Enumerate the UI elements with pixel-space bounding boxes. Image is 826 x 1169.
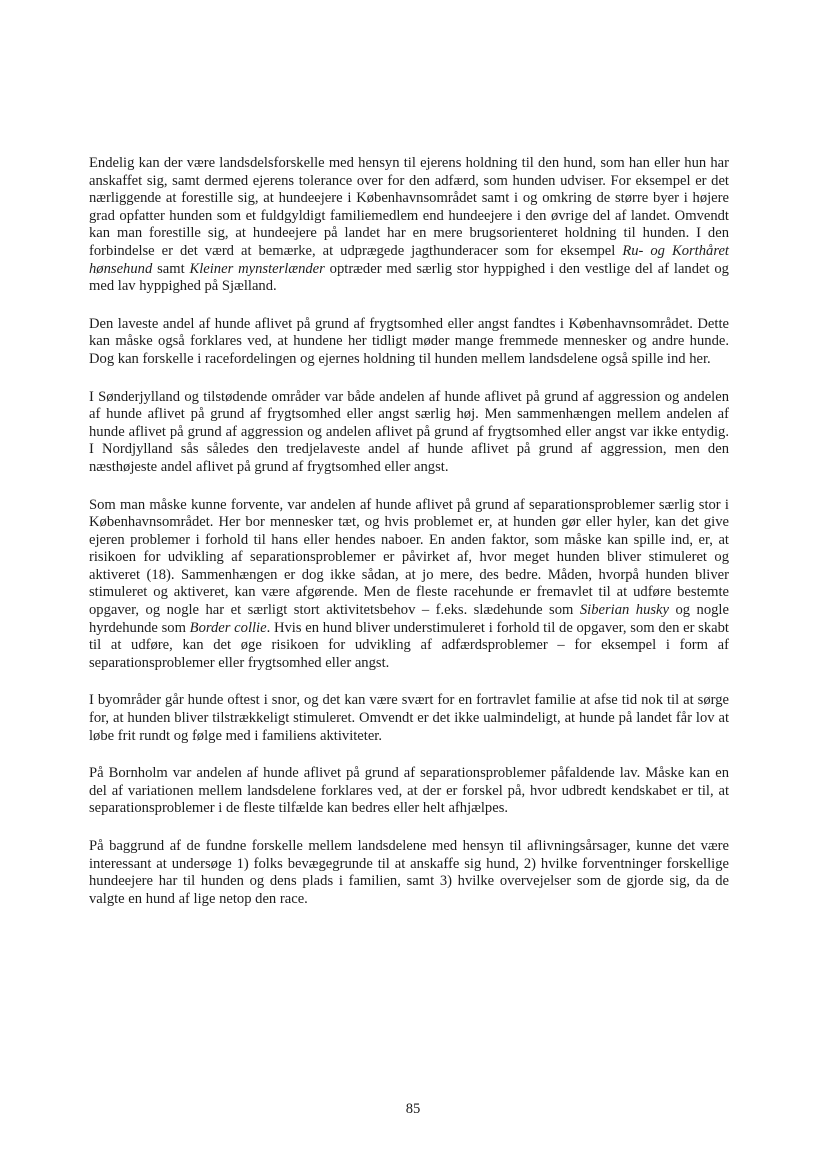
text-run: og nogle hyrdehunde som — [89, 602, 729, 636]
paragraph-4 — [89, 497, 729, 673]
text-run: Endelig kan der være landsdelsforskelle med hensyn til ejerens holdning til den hund, som han eller hun har anskaffet sig, samt dermed ejerens tolerance over for den adfærd, som hunden udviser. For eksempel er det nærliggende at forestille sig, at hundeejere i Københavnsområdet samt i og omkring de større byer i højere grad opfatter hunden som et fuldgyldigt familiemedlem end hundeejere i den øvrige del af landet. Omvendt kan man forestille sig, at hundeejere på landet har en mere brugsorienteret holdning til hunden. I den forbindelse er det værd at bemærke, at udprægede jagthunderacer som for eksempel — [89, 155, 729, 259]
page-number: 85 — [405, 1101, 421, 1117]
text-run: optræder med særlig stor hyppighed i den vestlige del af landet og med lav hyppighed på Sjælland. — [89, 260, 729, 295]
paragraph-3 — [89, 389, 729, 477]
italic-term: Ru- og Korthåret hønsehund — [89, 242, 729, 277]
italic-term: Kleiner mynsterlænder — [189, 260, 325, 277]
text-run: På Bornholm var andelen af hunde aflivet på grund af separationsproblemer påfaldende lav. Måske kan en del af variationen mellem landsdelene forklares ved, at der er forskel på, hvor udbredt kendskabet er til, at separationsproblemer i de fleste tilfælde kan bedres eller helt afhjælpes. — [89, 765, 729, 817]
paragraph-2 — [89, 316, 729, 369]
italic-term: Siberian husky — [579, 602, 670, 619]
italic-term: Border collie — [189, 619, 267, 636]
text-run: I byområder går hunde oftest i snor, og det kan være svært for en fortravlet familie at afse tid nok til at sørge for, at hunden bliver tilstrækkeligt stimuleret. Omvendt er det ikke ualmindeligt, at hunde på landet får lov at løbe frit rundt og følge med i familiens aktiviteter. — [89, 692, 729, 744]
text-run: I Sønderjylland og tilstødende områder var både andelen af hunde aflivet på grund af aggression og andelen af hunde aflivet på grund af frygtsomhed eller angst særlig høj. Men sammenhængen mellem andelen af hunde aflivet på grund af aggression og andelen aflivet på grund af frygtsomhed eller angst var ikke entydig. I Nordjylland sås således den tredjelaveste andel af hunde aflivet på grund af aggression, men den næsthøjeste andel aflivet på grund af frygtsomhed eller angst. — [89, 388, 729, 475]
text-run: På baggrund af de fundne forskelle mellem landsdelene med hensyn til aflivningsårsager, kunne det være interessant at undersøge 1) folks bevægegrunde til at anskaffe sig hund, 2) hvilke forventninger forskellige hundeejere har til hunden og dens plads i familien, samt 3) hvilke overvejelser som de gjorde sig, da de valgte en hund af lige netop den race. — [89, 838, 729, 907]
paragraph-7 — [89, 838, 729, 908]
text-run: . Hvis en hund bliver understimuleret i forhold til de opgaver, som den er skabt til at udføre, kan det øge risikoen for udvikling af adfærdsproblemer – for eksempel i form af separationsproblemer eller frygtsomhed eller angst. — [89, 619, 729, 671]
paragraph-6 — [89, 765, 729, 818]
paragraph-5 — [89, 692, 729, 745]
body-text — [89, 155, 729, 928]
text-run: Som man måske kunne forvente, var andelen af hunde aflivet på grund af separationsproblemer særlig stor i Københavnsområdet. Her bor mennesker tæt, og hvis problemet er, at hunden gør eller hyler, kan det give ejeren problemer i forhold til hans eller hendes naboer. En anden faktor, som måske kan spille ind, er, at risikoen for udvikling af separationsproblemer er påvirket af, hvor meget hunden bliver stimuleret og aktiveret (18). Sammenhængen er dog ikke sådan, at jo mere, des bedre. Måden, hvorpå hunden bliver stimuleret og aktiveret, kan være afgørende. Men de fleste racehunde er fremavlet til at udføre bestemte opgaver, og nogle har et særligt stort aktivitetsbehov – f.eks. slædehunde som — [89, 496, 729, 619]
paragraph-1 — [89, 155, 729, 296]
text-run: samt — [152, 260, 190, 277]
text-run: Den laveste andel af hunde aflivet på grund af frygtsomhed eller angst fandtes i Københavnsområdet. Dette kan måske også forklares ved, at hundene her tidligt møder mange fremmede mennesker og andre hunde. Dog kan forskelle i racefordelingen og ejernes holdning til hunden mellem landsdelene også spille ind her. — [89, 315, 729, 367]
